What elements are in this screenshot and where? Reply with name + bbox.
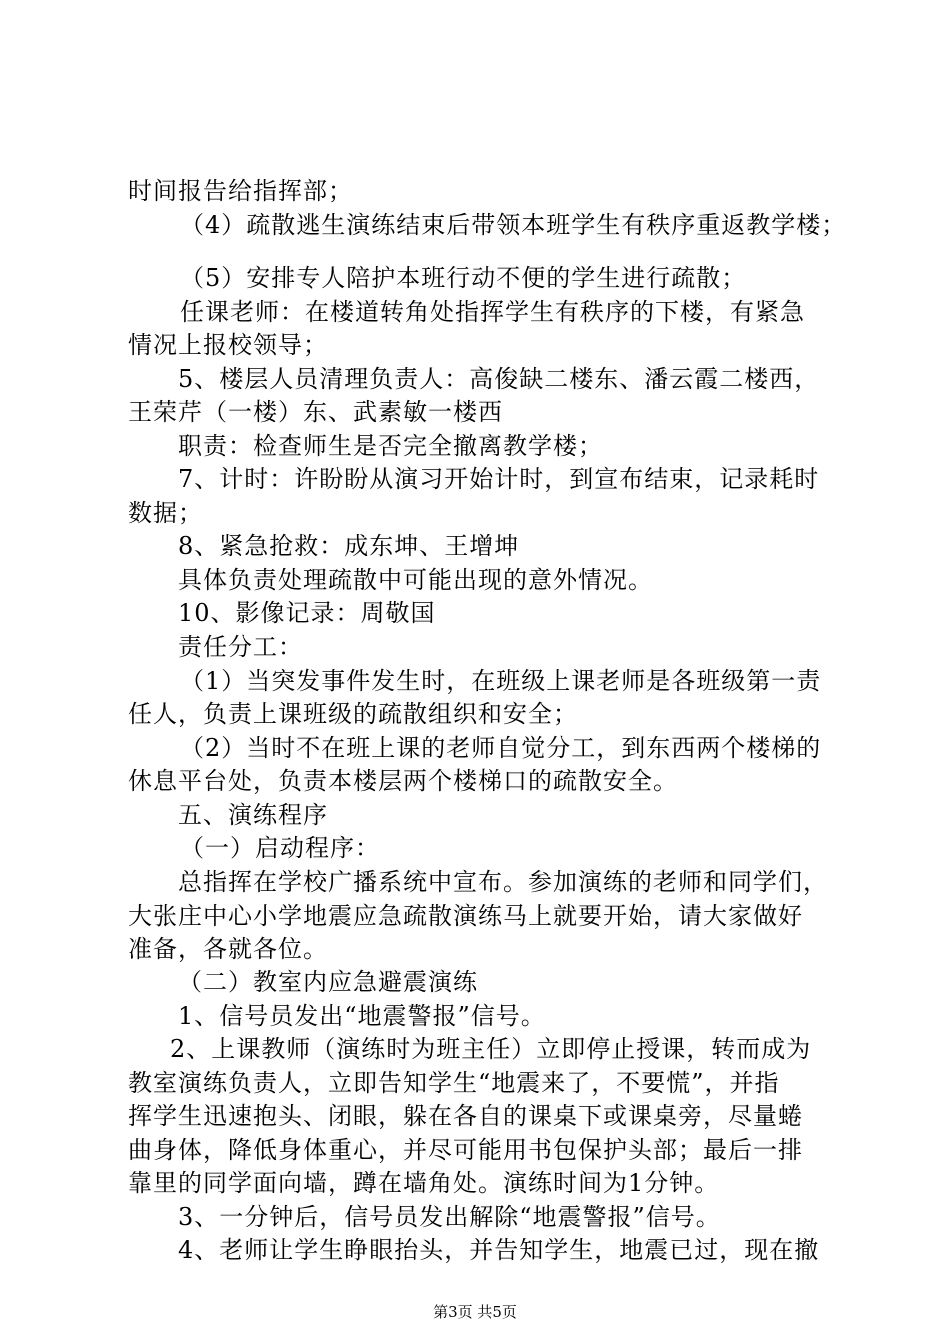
text-line: 任课老师：在楼道转角处指挥学生有秩序的下楼，有紧急	[180, 298, 805, 326]
text-line: 数据；	[128, 499, 203, 527]
text-line: 2、上课教师（演练时为班主任）立即停止授课，转而成为	[170, 1035, 812, 1063]
text-line: 5、楼层人员清理负责人：高俊缺二楼东、潘云霞二楼西，	[178, 365, 820, 393]
text-line: 10、影像记录：周敬国	[178, 599, 436, 627]
section-heading: 五、演练程序	[178, 801, 328, 829]
subsection-heading: （二）教室内应急避震演练	[178, 968, 478, 996]
page-number-footer: 第3页 共5页	[433, 1303, 517, 1321]
text-line: 具体负责处理疏散中可能出现的意外情况。	[178, 566, 653, 594]
text-line: （5）安排专人陪护本班行动不便的学生进行疏散；	[180, 264, 747, 292]
text-line: 4、老师让学生睁眼抬头，并告知学生，地震已过，现在撤	[178, 1236, 820, 1264]
subsection-heading: （一）启动程序：	[180, 834, 380, 862]
text-line: （1）当突发事件发生时，在班级上课老师是各班级第一责	[180, 667, 822, 695]
text-line: 时间报告给指挥部；	[128, 177, 353, 205]
text-line: （2）当时不在班上课的老师自觉分工，到东西两个楼梯的	[180, 734, 822, 762]
text-line: 靠里的同学面向墙，蹲在墙角处。演练时间为1分钟。	[128, 1169, 720, 1197]
text-line: 职责：检查师生是否完全撤离教学楼；	[178, 432, 603, 460]
text-line: 责任分工：	[178, 633, 303, 661]
text-line: 教室演练负责人，立即告知学生“地震来了，不要慌”，并指	[128, 1069, 780, 1097]
text-line: 8、紧急抢救：成东坤、王增坤	[178, 532, 520, 560]
text-line: 7、计时：许盼盼从演习开始计时，到宣布结束，记录耗时	[178, 465, 820, 493]
text-line: 情况上报校领导；	[128, 331, 328, 359]
text-line: 总指挥在学校广播系统中宣布。参加演练的老师和同学们，	[178, 868, 828, 896]
text-line: 曲身体，降低身体重心，并尽可能用书包保护头部；最后一排	[128, 1136, 803, 1164]
text-line: （4）疏散逃生演练结束后带领本班学生有秩序重返教学楼；	[180, 211, 847, 239]
text-line: 1、信号员发出“地震警报”信号。	[178, 1002, 546, 1030]
text-line: 3、一分钟后，信号员发出解除“地震警报”信号。	[178, 1203, 721, 1231]
text-line: 大张庄中心小学地震应急疏散演练马上就要开始，请大家做好	[128, 902, 803, 930]
text-line: 王荣芹（一楼）东、武素敏一楼西	[128, 398, 503, 426]
text-line: 休息平台处，负责本楼层两个楼梯口的疏散安全。	[128, 767, 678, 795]
text-line: 挥学生迅速抱头、闭眼，躲在各自的课桌下或课桌旁，尽量蜷	[128, 1102, 803, 1130]
text-line: 任人，负责上课班级的疏散组织和安全；	[128, 700, 578, 728]
text-line: 准备，各就各位。	[128, 935, 328, 963]
